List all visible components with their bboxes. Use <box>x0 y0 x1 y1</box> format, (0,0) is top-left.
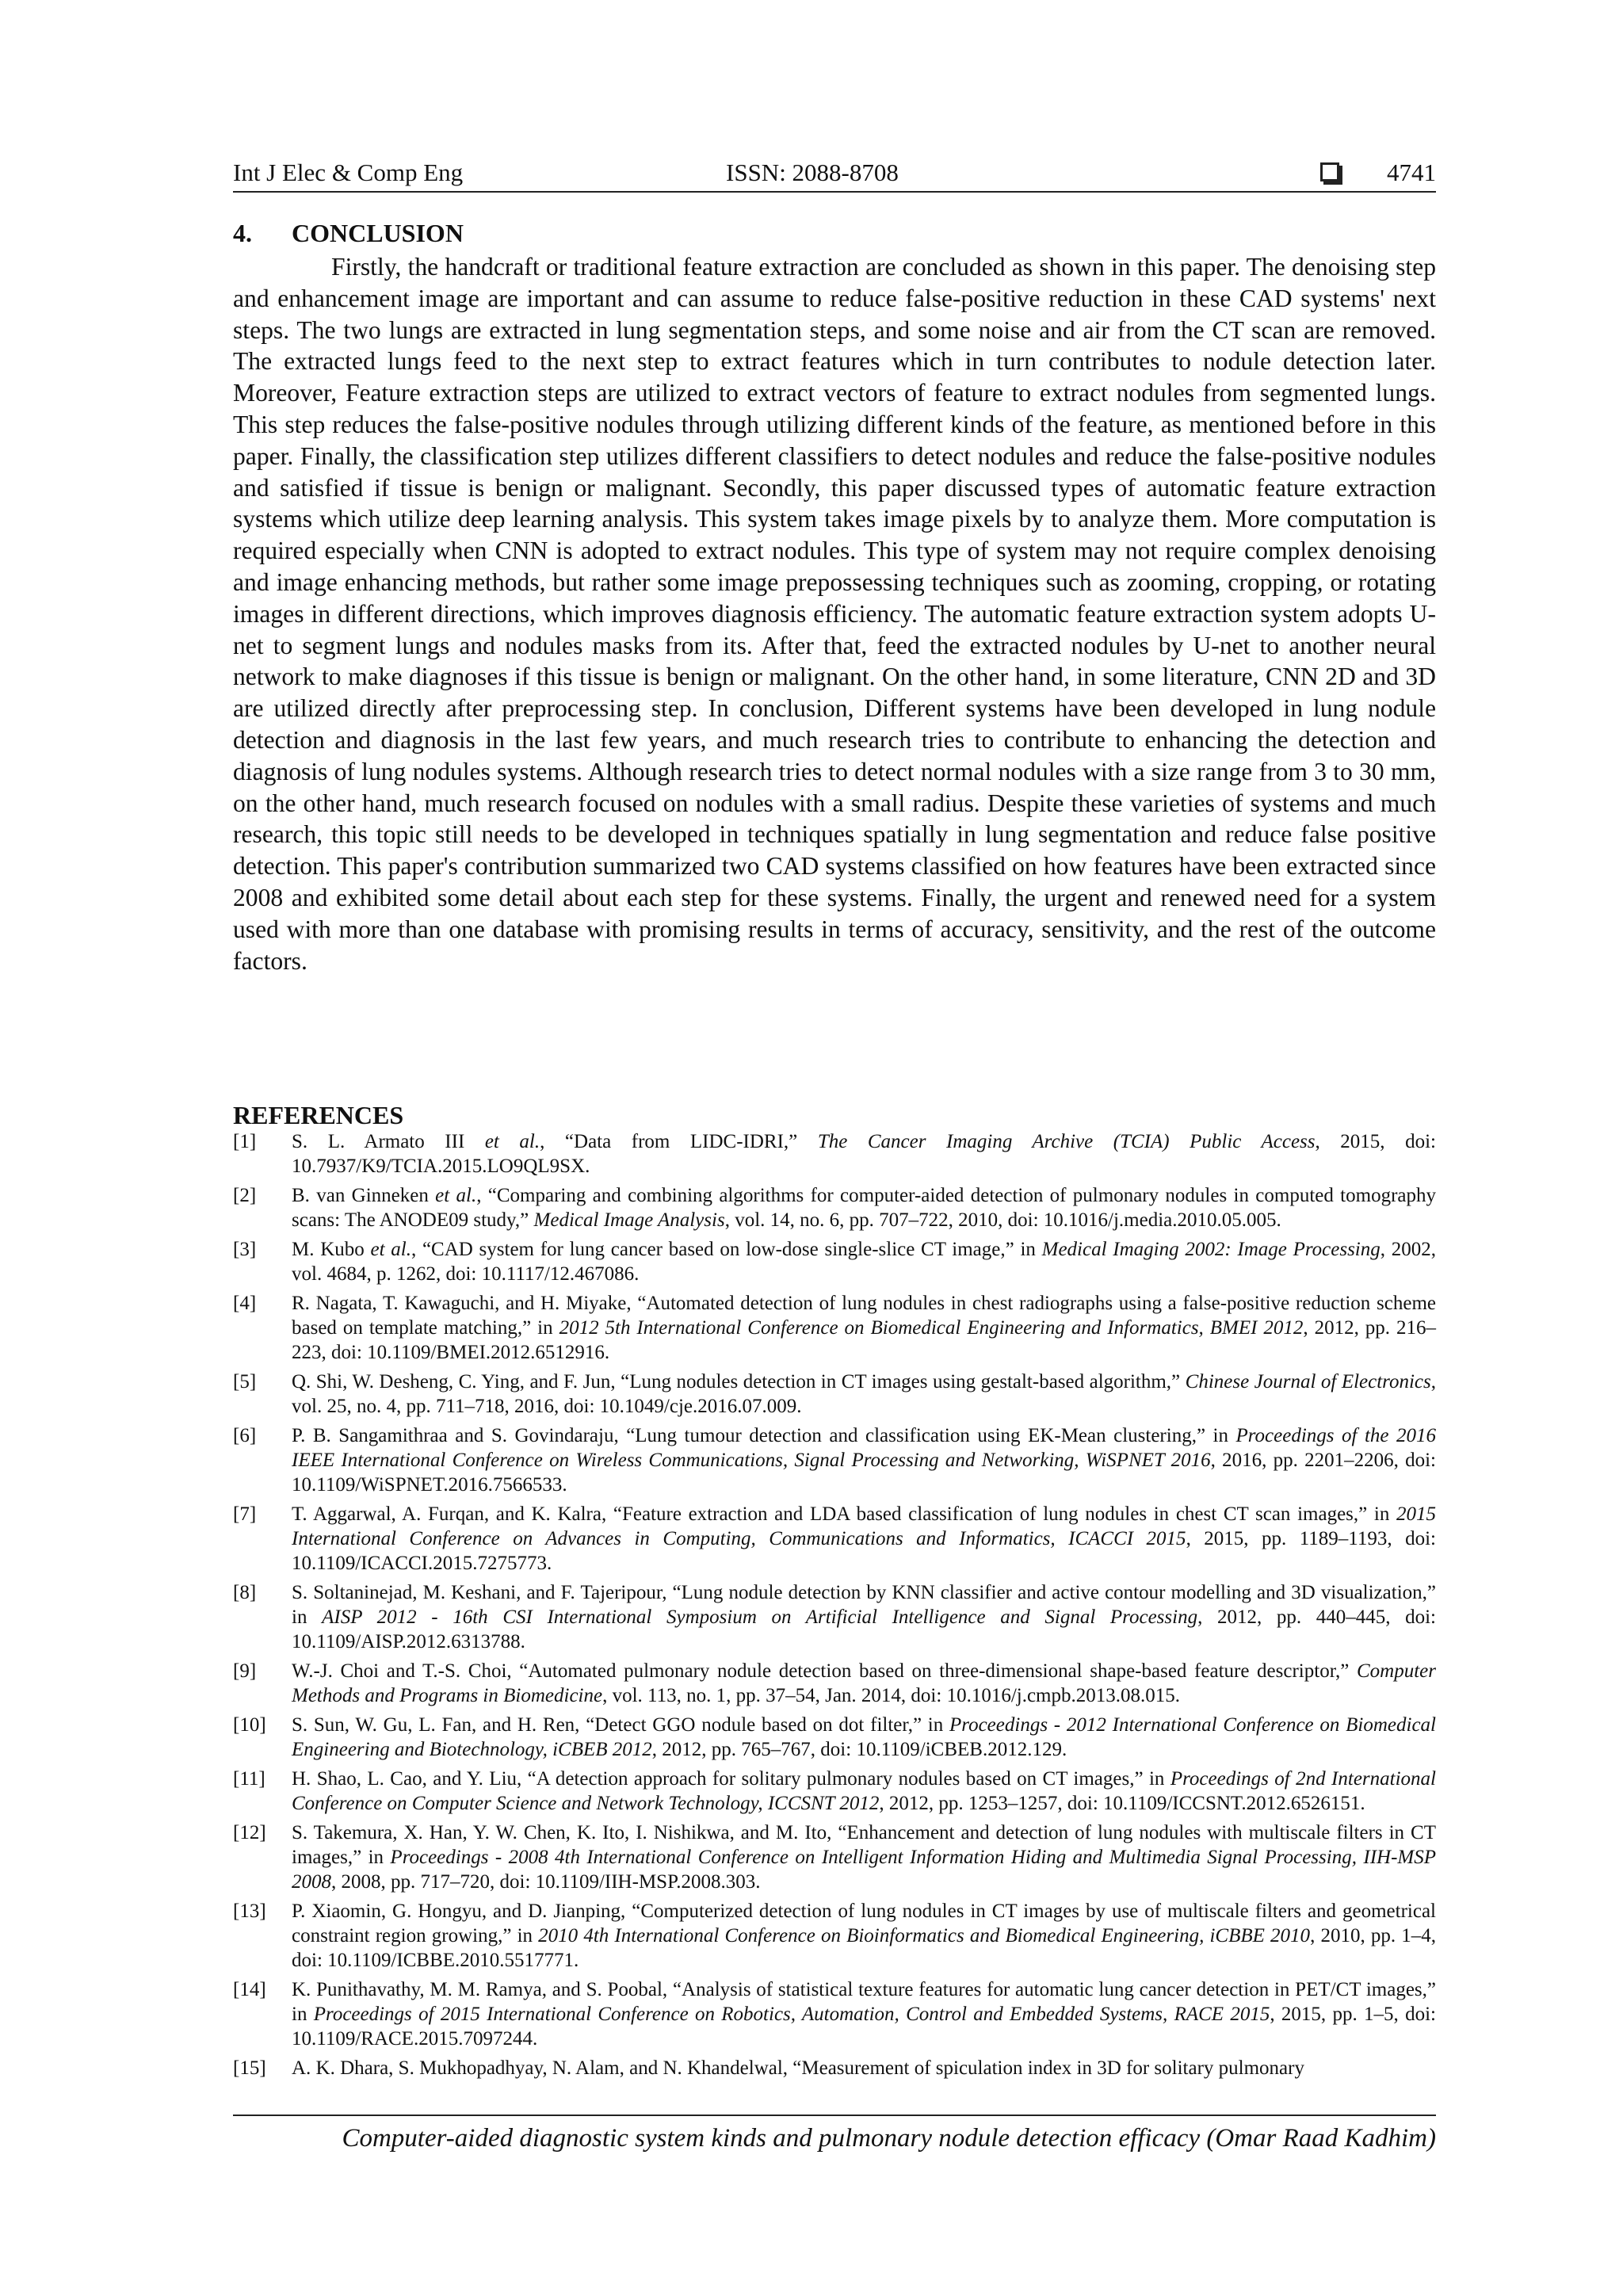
reference-text <box>292 1977 1436 2051</box>
reference-number: [4] <box>233 1293 257 1314</box>
reference-italic-part: Proceedings of 2nd International Conference on Computer Science and Network Technology, ICCSNT 2012 <box>292 1768 1436 1814</box>
reference-italic-part: Computer Methods and Programs in Biomedicine <box>292 1660 1436 1706</box>
reference-italic-part: Proceedings of the 2016 IEEE International Conference on Wireless Communications, Signal Processing and Networking, WiSPNET 2016 <box>292 1425 1436 1471</box>
reference-text <box>292 1820 1436 1894</box>
reference-part: Q. Shi, W. Desheng, C. Ying, and F. Jun, “Lung nodules detection in CT images using gestalt-based algorithm,” <box>292 1371 1186 1392</box>
reference-text <box>292 1767 1436 1816</box>
reference-part: , 2012, pp. 1253–1257, doi: 10.1109/ICCSNT.2012.6526151. <box>879 1793 1365 1814</box>
issn-label: ISSN: 2088-8708 <box>726 159 899 186</box>
reference-text <box>292 1502 1436 1576</box>
reference-italic-part: The Cancer Imaging Archive (TCIA) Public Access <box>817 1131 1316 1152</box>
conclusion-paragraph: Firstly, the handcraft or traditional feature extraction are concluded as shown in this paper. The denoising step and enhancement image are important and can assume to reduce false-positive reduction in these CAD systems' next steps. The two lungs are extracted in lung segmentation steps, and some noise and air from the CT scan are removed. The extracted lungs feed to the next step to extract features which in turn contributes to nodule detection later. Moreover, Feature extraction steps are utilized to extract vectors of feature to extract nodules from segmented lungs. This step reduces the false-positive nodules through utilizing different kinds of the feature, as mentioned before in this paper. Finally, the classification step utilizes different classifiers to detect nodules and reduce the false-positive nodules and satisfied if tissue is benign or malignant. Secondly, this paper discussed types of automatic feature extraction systems which utilize deep learning analysis. This system takes image pixels by to analyze them. More computation is required especially when CNN is adopted to extract nodules. This type of system may not require complex denoising and image enhancing methods, but rather some image prepossessing techniques such as zooming, cropping, or rotating images in different directions, which improves diagnosis efficiency. The automatic feature extraction system adopts U-net to segment lungs and nodules masks from its. After that, feed the extracted nodules by U-net to another neural network to make diagnoses if this tissue is benign or malignant. On the other hand, in some literature, CNN 2D and 3D are utilized directly after preprocessing step. In conclusion, Different systems have been developed in lung nodule detection and diagnosis in the last few years, and much research tries to contribute to enhancing the detection and diagnosis of lung nodules systems. Although research tries to detect normal nodules with a size range from 3 to 30 mm, on the other hand, much research focused on nodules with a small radius. Despite these varieties of systems and much research, this topic still needs to be developed in techniques spatially in lung segmentation and reduce false positive detection. This paper's contribution summarized two CAD systems classified on how features have been extracted since 2008 and exhibited some detail about each step for these systems. Finally, the urgent and renewed need for a system used with more than one database with promising results in terms of accuracy, sensitivity, and the rest of the outcome factors. <box>233 253 1436 975</box>
reference-item <box>233 1767 1436 1816</box>
page-header <box>233 155 1436 193</box>
reference-number: [12] <box>233 1822 266 1843</box>
reference-part: K. Punithavathy, M. M. Ramya, and S. Poobal, “Analysis of statistical texture features for automatic lung cancer detection in PET/CT images,” in <box>292 1979 1436 2025</box>
reference-item <box>233 1820 1436 1894</box>
reference-italic-part: et al. <box>484 1131 540 1152</box>
reference-item <box>233 2056 1436 2080</box>
reference-number: [7] <box>233 1503 257 1525</box>
reference-part: , 2012, pp. 765–767, doi: 10.1109/iCBEB.2012.129. <box>651 1739 1067 1760</box>
square-box-icon <box>1320 162 1339 181</box>
reference-text <box>292 2056 1436 2080</box>
reference-part: , vol. 25, no. 4, pp. 711–718, 2016, doi: 10.1049/cje.2016.07.009. <box>292 1371 1437 1417</box>
reference-part: , 2002, vol. 4684, p. 1262, doi: 10.1117/12.467086. <box>292 1239 1436 1285</box>
reference-part: , 2008, pp. 717–720, doi: 10.1109/IIH-MSP.2008.303. <box>331 1871 761 1893</box>
reference-number: [10] <box>233 1714 266 1736</box>
reference-item <box>233 1183 1436 1232</box>
reference-part: M. Kubo <box>292 1239 371 1260</box>
reference-text <box>292 1237 1436 1286</box>
reference-item <box>233 1291 1436 1365</box>
reference-part: H. Shao, L. Cao, and Y. Liu, “A detection approach for solitary pulmonary nodules based on CT images,” in <box>292 1768 1170 1790</box>
reference-number: [6] <box>233 1425 257 1446</box>
reference-text <box>292 1580 1436 1654</box>
reference-part: , “Comparing and combining algorithms for computer-aided detection of pulmonary nodules in computed tomography scans: The ANODE09 study,” <box>292 1185 1436 1231</box>
reference-item <box>233 1502 1436 1576</box>
reference-text <box>292 1129 1436 1179</box>
reference-number: [9] <box>233 1660 257 1682</box>
reference-item <box>233 1899 1436 1973</box>
reference-part: S. Soltaninejad, M. Keshani, and F. Tajeripour, “Lung nodule detection by KNN classifier and active contour modelling and 3D visualization,” in <box>292 1582 1436 1628</box>
reference-item <box>233 1659 1436 1708</box>
reference-number: [5] <box>233 1371 257 1392</box>
reference-italic-part: Proceedings of 2015 International Conference on Robotics, Automation, Control and Embedded Systems, RACE 2015 <box>313 2004 1270 2025</box>
page-footer: Computer-aided diagnostic system kinds and pulmonary nodule detection efficacy (Omar Raad Kadhim) <box>342 2124 1436 2153</box>
reference-item <box>233 1237 1436 1286</box>
reference-part: , vol. 14, no. 6, pp. 707–722, 2010, doi: 10.1016/j.media.2010.05.005. <box>724 1209 1281 1231</box>
references-heading: REFERENCES <box>233 1101 404 1129</box>
reference-part: P. Xiaomin, G. Hongyu, and D. Jianping, “Computerized detection of lung nodules in CT images by use of multiscale filters and geometrical constraint region growing,” in <box>292 1901 1436 1946</box>
reference-italic-part: 2010 4th International Conference on Bioinformatics and Biomedical Engineering, iCBBE 2010 <box>538 1925 1311 1946</box>
reference-item <box>233 1370 1436 1419</box>
journal-name: Int J Elec & Comp Eng <box>233 159 464 186</box>
reference-text <box>292 1659 1436 1708</box>
reference-number: [3] <box>233 1239 257 1260</box>
reference-list <box>233 1129 1436 2085</box>
reference-part: , 2016, pp. 2201–2206, doi: 10.1109/WiSPNET.2016.7566533. <box>292 1450 1436 1496</box>
reference-part: , vol. 113, no. 1, pp. 37–54, Jan. 2014, doi: 10.1016/j.cmpb.2013.08.015. <box>602 1685 1180 1706</box>
reference-text <box>292 1291 1436 1365</box>
reference-part: S. L. Armato III <box>292 1131 485 1152</box>
reference-part: A. K. Dhara, S. Mukhopadhyay, N. Alam, and N. Khandelwal, “Measurement of spiculation index in 3D for solitary pulmonary <box>292 2057 1304 2079</box>
footer-divider <box>233 2115 1436 2116</box>
reference-part: B. van Ginneken <box>292 1185 436 1206</box>
reference-number: [2] <box>233 1185 257 1206</box>
reference-number: [11] <box>233 1768 265 1790</box>
reference-italic-part: Chinese Journal of Electronics <box>1185 1371 1431 1392</box>
reference-item <box>233 1423 1436 1497</box>
section-heading <box>233 216 464 250</box>
reference-item <box>233 1713 1436 1762</box>
reference-part: , 2010, pp. 1–4, doi: 10.1109/ICBBE.2010.5517771. <box>292 1925 1437 1971</box>
reference-part: R. Nagata, T. Kawaguchi, and H. Miyake, “Automated detection of lung nodules in chest radiographs using a false-positive reduction scheme based on template matching,” in <box>292 1293 1436 1339</box>
reference-text <box>292 1183 1436 1232</box>
reference-italic-part: Medical Image Analysis <box>533 1209 725 1231</box>
reference-part: , 2015, pp. 1–5, doi: 10.1109/RACE.2015.7097244. <box>292 2004 1436 2050</box>
reference-part: T. Aggarwal, A. Furqan, and K. Kalra, “Feature extraction and LDA based classification of lung nodules in chest CT scan images,” in <box>292 1503 1396 1525</box>
reference-number: [13] <box>233 1901 266 1922</box>
reference-part: S. Sun, W. Gu, L. Fan, and H. Ren, “Detect GGO nodule based on dot filter,” in <box>292 1714 950 1736</box>
reference-part: , 2012, pp. 440–445, doi: 10.1109/AISP.2012.6313788. <box>292 1606 1437 1652</box>
reference-part: , 2012, pp. 216–223, doi: 10.1109/BMEI.2012.6512916. <box>292 1317 1436 1363</box>
reference-italic-part: et al. <box>435 1185 477 1206</box>
reference-italic-part: Medical Imaging 2002: Image Processing <box>1041 1239 1381 1260</box>
reference-part: W.-J. Choi and T.-S. Choi, “Automated pulmonary nodule detection based on three-dimensional shape-based feature descriptor,” <box>292 1660 1357 1682</box>
reference-part: P. B. Sangamithraa and S. Govindaraju, “Lung tumour detection and classification using EK-Mean clustering,” in <box>292 1425 1236 1446</box>
reference-italic-part: et al. <box>370 1239 411 1260</box>
page-number: 4741 <box>1387 159 1436 186</box>
reference-number: [15] <box>233 2057 266 2079</box>
reference-number: [1] <box>233 1131 257 1152</box>
reference-item <box>233 1129 1436 1179</box>
reference-text <box>292 1370 1436 1419</box>
reference-item <box>233 1580 1436 1654</box>
reference-part: , “Data from LIDC-IDRI,” <box>540 1131 818 1152</box>
reference-number: [14] <box>233 1979 266 2000</box>
reference-part: , 2015, pp. 1189–1193, doi: 10.1109/ICACCI.2015.7275773. <box>292 1528 1436 1574</box>
reference-italic-part: 2015 International Conference on Advances in Computing, Communications and Informatics, ICACCI 2015 <box>292 1503 1436 1549</box>
reference-part: , 2015, doi: 10.7937/K9/TCIA.2015.LO9QL9SX. <box>292 1131 1436 1177</box>
reference-italic-part: Proceedings - 2012 International Conference on Biomedical Engineering and Biotechnology, iCBEB 2012 <box>292 1714 1436 1760</box>
reference-text <box>292 1899 1436 1973</box>
section-title: CONCLUSION <box>292 219 464 247</box>
reference-part: , “CAD system for lung cancer based on low-dose single-slice CT image,” in <box>411 1239 1042 1260</box>
reference-part: S. Takemura, X. Han, Y. W. Chen, K. Ito, I. Nishikwa, and M. Ito, “Enhancement and detection of lung nodules with multiscale filters in CT images,” in <box>292 1822 1436 1868</box>
section-number: 4. <box>233 219 252 247</box>
reference-number: [8] <box>233 1582 257 1603</box>
reference-text <box>292 1423 1436 1497</box>
reference-italic-part: 2012 5th International Conference on Biomedical Engineering and Informatics, BMEI 2012 <box>559 1317 1304 1339</box>
reference-italic-part: AISP 2012 - 16th CSI International Symposium on Artificial Intelligence and Signal Processing <box>322 1606 1198 1628</box>
reference-text <box>292 1713 1436 1762</box>
reference-italic-part: Proceedings - 2008 4th International Conference on Intelligent Information Hiding and Multimedia Signal Processing, IIH-MSP 2008 <box>292 1847 1436 1893</box>
reference-item <box>233 1977 1436 2051</box>
